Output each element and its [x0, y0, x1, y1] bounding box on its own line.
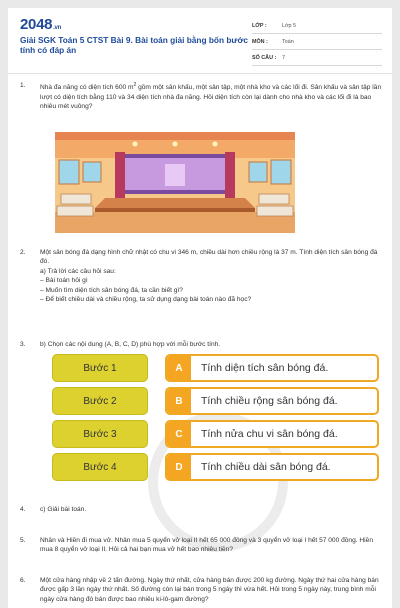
steps-matching-figure — [52, 352, 382, 484]
question-number: 2. — [20, 249, 26, 256]
question-text: Một sân bóng đá dạng hình chữ nhật có chu vi 346 m, chiều dài hơn chiều rộng là 37 m. Tính diện tích sân bóng đá đó. — [40, 249, 378, 266]
document-page — [8, 8, 392, 608]
option-c — [165, 420, 379, 448]
question-number: 1. — [20, 82, 26, 89]
meta-table — [252, 18, 382, 66]
meta-row-subject — [252, 34, 382, 50]
meta-value: Toán — [282, 38, 294, 45]
logo-tld: .vn — [53, 25, 61, 31]
question-number: 3. — [20, 341, 26, 348]
option-d — [165, 453, 379, 481]
document-title: Giải SGK Toán 5 CTST Bài 9. Bài toán giải bằng bốn bước tính có đáp án — [20, 35, 248, 55]
question-line: – Bài toán hỏi gì — [40, 277, 88, 285]
step-box-2: Bước 2 — [52, 387, 148, 415]
option-letter: D — [167, 455, 191, 479]
question-5 — [20, 536, 382, 555]
option-letter: C — [167, 422, 191, 446]
question-line: – Để biết chiều dài và chiều rộng, ta sử dụng dạng bài toán nào đã học? — [40, 296, 252, 304]
auditorium-illustration — [55, 132, 295, 233]
question-text-part: gồm một sân khấu, một sân tập, một nhà kho và các lối đi. Sân khấu và sân tập lần lượt có diện tích bằng 110 và 34 diện tích nhà đa năng. Hỏi diện tích còn lại dành cho nhà kho và các lối đi là bao nhiêu mét vuông? — [40, 84, 382, 110]
option-letter: B — [167, 389, 191, 413]
question-number: 6. — [20, 577, 26, 584]
step-box-3: Bước 3 — [52, 420, 148, 448]
question-text: c) Giải bài toán. — [40, 506, 87, 513]
question-text: Nhân và Hiền đi mua vở. Nhân mua 5 quyển vở loại II hết 65 000 đồng và 3 quyển vở loại I hết 57 000 đồng. Hiền mua 8 quyển vở loại II. Hỏi cả hai bạn mua vở hết bao nhiêu tiền? — [40, 537, 373, 554]
question-text: Một cửa hàng nhập về 2 tấn đường. Ngày thứ nhất, cửa hàng bán được 200 kg đường. Ngày thứ hai cửa hàng bán được gấp 3 lần ngày thứ nhất. Số đường còn lại bán trong 5 ngày thì vừa hết. Hỏi trong 5 ngày này, trung bình mỗi ngày cửa hàng đó bán được bao nhiêu ki-lô-gam đường? — [40, 577, 379, 603]
option-text: Tính nửa chu vi sân bóng đá. — [201, 428, 338, 440]
meta-row-grade — [252, 18, 382, 34]
option-a — [165, 354, 379, 382]
question-text — [40, 81, 382, 111]
document-header — [8, 8, 392, 72]
meta-key: LỚP : — [252, 22, 267, 29]
question-2 — [20, 248, 382, 304]
question-4 — [20, 505, 382, 514]
meta-value: Lớp 5 — [282, 22, 297, 29]
question-text-part: Nhà đa năng có diện tích 600 m — [40, 84, 134, 92]
logo-main: 2048 — [20, 16, 53, 33]
option-letter: A — [167, 356, 191, 380]
question-1 — [20, 81, 382, 111]
meta-key: MÔN : — [252, 38, 268, 45]
step-box-4: Bước 4 — [52, 453, 148, 481]
meta-key: SỐ CÂU : — [252, 54, 277, 61]
question-3 — [20, 340, 382, 349]
header-divider — [8, 73, 392, 74]
meta-row-count — [252, 50, 382, 66]
option-b — [165, 387, 379, 415]
option-text: Tính chiều dài sân bóng đá. — [201, 461, 331, 473]
question-line: a) Trả lời các câu hỏi sau: — [40, 267, 116, 275]
option-text: Tính chiều rộng sân bóng đá. — [201, 395, 338, 407]
superscript: 2 — [133, 82, 137, 88]
question-number: 5. — [20, 537, 26, 544]
question-text: b) Chọn các nội dung (A, B, C, D) phù hợp với mỗi bước tính. — [40, 341, 221, 348]
meta-value: 7 — [282, 54, 285, 61]
site-logo[interactable] — [20, 16, 61, 33]
question-line: – Muốn tìm diện tích sân bóng đá, ta cần biết gì? — [40, 286, 183, 294]
step-box-1: Bước 1 — [52, 354, 148, 382]
question-number: 4. — [20, 506, 26, 513]
option-text: Tính diện tích sân bóng đá. — [201, 362, 329, 374]
